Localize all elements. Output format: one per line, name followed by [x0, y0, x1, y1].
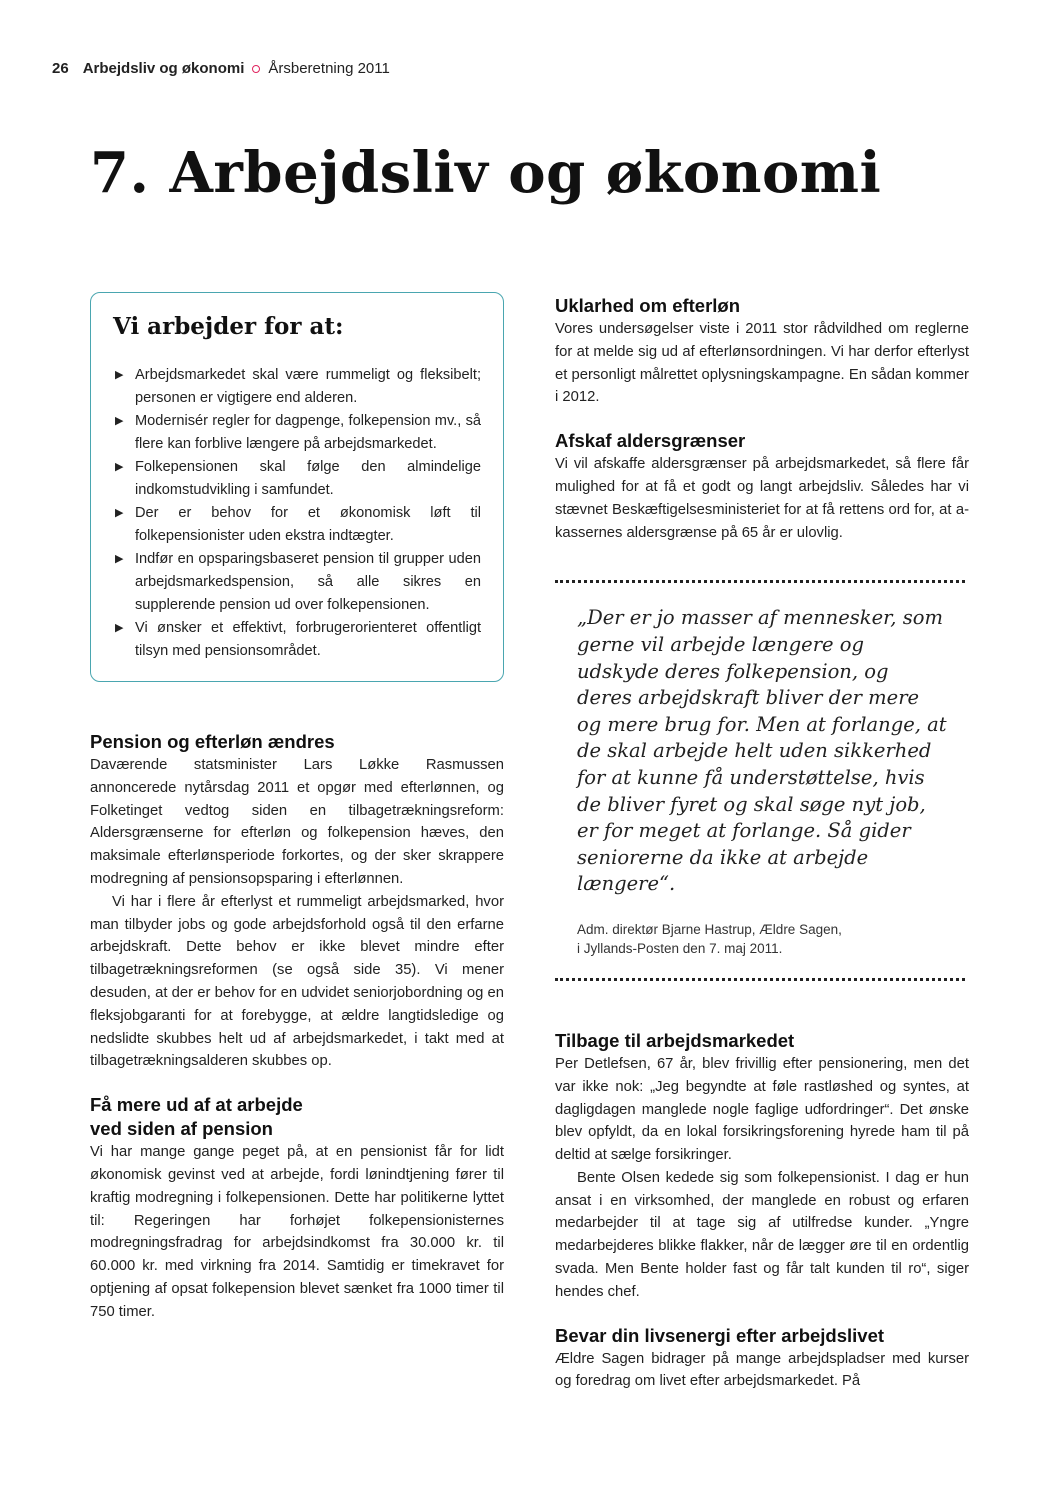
paragraph: Ældre Sagen bidrager på mange arbejdspladser med kurser og foredrag om livet efter arbejdsmarkedet. På	[555, 1350, 969, 1390]
list-item: ▶ Vi ønsker et effektivt, forbrugerorienteret offentligt tilsyn med pensionsområdet.	[113, 617, 481, 663]
section-heading-unclear: Uklarhed om efterløn	[555, 295, 741, 316]
section-heading-pension: Pension og efterløn ændres	[90, 731, 335, 752]
triangle-bullet-icon: ▶	[115, 369, 124, 381]
paragraph: Vi har mange gange peget på, at en pensionist får for lidt økonomisk gevinst ved at arbejde, fordi lønindtjening fører til kraftig modregning i folkepensionen. Dette har politikerne lyttet til: Regeringen har forhøjet folkepensionisternes modregningsfradrag for arbejdsindkomst fra 30.000 kr. til 60.000 kr. med virkning fra 2014. Samtidig er timekravet for optjening af opsat folkepension blevet sænket fra 1000 timer til 750 timer.	[90, 1144, 504, 1320]
paragraph: Vi har i flere år efterlyst et rummeligt arbejdsmarked, hvor man tilbyder jobs og gode arbejdsforhold også til den erfarne arbejdskraft. Dette behov er ikke blevet mindre efter tilbagetrækningsreformen (se også side 35). Vi mener desuden, at der er behov for en udvidet seniorjobordning og en fleksjobgaranti for at forebygge, at ældre langtidsledige og nedslidte skubbes helt ud af arbejdsmarkedet, i takt med at tilbagetrækningsalderen skubbes op.	[90, 893, 504, 1070]
list-item: ▶ Folkepensionen skal følge den almindelige indkomstudvikling i samfundet.	[113, 456, 481, 502]
list-item: ▶ Modernisér regler for dagpenge, folkepension mv., så flere kan forblive længere på arbejdsmarkedet.	[113, 410, 481, 456]
triangle-bullet-icon: ▶	[115, 553, 124, 565]
paragraph: Per Detlefsen, 67 år, blev frivillig efter pensionering, men det var ikke nok: „Jeg begyndte at føle rastløshed og syntes, at dagligdagen manglede nogle faglige udfordringer“. Det ønske blev opfyldt, da en lokal forsikringsforening hyrede ham til på deltid at sælge forsikringer.	[555, 1055, 969, 1164]
bullet-dot-icon	[252, 65, 260, 73]
chapter-title: 7. Arbejdsliv og økonomi	[90, 140, 882, 206]
triangle-bullet-icon: ▶	[115, 507, 124, 519]
goals-list	[113, 364, 481, 663]
pull-quote	[555, 580, 969, 981]
paragraph: Vi vil afskaffe aldersgrænser på arbejdsmarkedet, så flere får mulighed for at få et godt og langt arbejdsliv. Således har vi stævnet Beskæftigelsesministeriet for at få rettens ord for, at a-kassernes aldersgrænse på 65 år er ulovlig.	[555, 456, 969, 541]
paragraph: Daværende statsminister Lars Løkke Rasmussen annoncerede nytårsdag 2011 et opgør med efterlønnen, og Folketinget vedtog siden en tilbagetrækningsreform: Aldersgrænserne for efterløn og folkepension hæves, den maksimale efterlønsperiode forkortes, og der sker skrappere modregning af pensionsopsparing i efterlønnen.	[90, 757, 504, 887]
quote-attribution: Adm. direktør Bjarne Hastrup, Ældre Sagen, i Jyllands-Posten den 7. maj 2011.	[577, 921, 842, 956]
section-heading-abolish: Afskaf aldersgrænser	[555, 430, 746, 452]
list-item: ▶ Indfør en opsparingsbaseret pension til grupper uden arbejdsmarkedspension, så alle sikres en supplerende pension ud over folkepensionen.	[113, 548, 481, 617]
page-number: 26	[52, 60, 69, 77]
dotted-divider	[555, 978, 965, 981]
goals-box	[90, 292, 504, 682]
paragraph: Bente Olsen kedede sig som folkepensionist. I dag er hun ansat i en virksomhed, der manglede en robust og erfaren medarbejder til at tage sig af utilfredse kunder. „Yngre medarbejderes blikke flakker, når de lægger øre til en ordentlig svada. Men Bente holder fast og får talt kunden til ro“, siger hendes chef.	[555, 1169, 969, 1300]
list-item: ▶ Arbejdsmarkedet skal være rummeligt og fleksibelt; personen er vigtigere end alderen.	[113, 364, 481, 410]
list-item: ▶ Der er behov for et økonomisk løft til folkepensionister uden ekstra indtægter.	[113, 502, 481, 548]
header-section: Arbejdsliv og økonomi	[82, 60, 245, 77]
section-heading-life-energy: Bevar din livsenergi efter arbejdslivet	[555, 1324, 885, 1346]
triangle-bullet-icon: ▶	[115, 622, 124, 634]
header-publication: Årsberetning 2011	[268, 60, 390, 77]
goals-title: Vi arbejder for at:	[113, 313, 344, 340]
section-heading-more-out: Få mere ud af at arbejde ved siden af pension	[90, 1094, 303, 1140]
section-heading-back-to-work: Tilbage til arbejdsmarkedet	[555, 1029, 795, 1051]
running-header	[52, 60, 390, 77]
dotted-divider	[555, 580, 965, 583]
triangle-bullet-icon: ▶	[115, 461, 124, 473]
paragraph: Vores undersøgelser viste i 2011 stor rådvildhed om reglerne for at melde sig ud af efterlønsordningen. Vi har derfor efterlyst et personligt målrettet oplysningskampagne. En sådan kommer i 2012.	[555, 321, 969, 406]
left-column	[90, 292, 504, 1324]
triangle-bullet-icon: ▶	[115, 415, 124, 427]
right-column	[555, 294, 969, 1393]
quote-text: „Der er jo masser af mennesker, som gerne vil arbejde længere og udskyde deres folkepension, og deres arbejdskraft bliver der mere og mere brug for. Men at forlange, at de skal arbejde helt uden sikkerhed for at kunne få understøttelse, hvis de bliver fyret og skal søge nyt job, er for meget at forlange. Så gider seniorerne da ikke at arbejde længere“.	[577, 606, 947, 896]
